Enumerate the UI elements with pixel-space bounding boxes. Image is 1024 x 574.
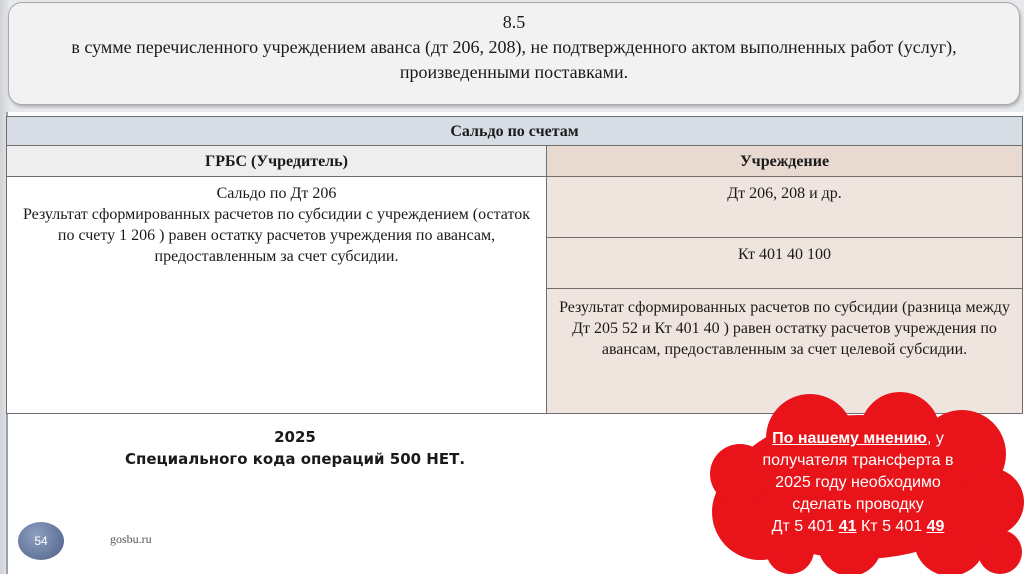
section-number: 8.5 [502, 12, 526, 32]
grbs-result-text: Результат сформированных расчетов по субсидии с учреждением (остаток по счету 1 206 ) равен остатку расчетов учреждения по авансам, предоставленным за счет субсидии. [22, 206, 531, 265]
grbs-saldo-line: Сальдо по Дт 206 [216, 185, 337, 202]
section-title: в сумме перечисленного учреждением аванса (дт 206, 208), не подтвержденного актом выполненных работ (услуг), произведенными поставками. [71, 37, 957, 82]
opinion-lead: По нашему мнению [772, 430, 927, 447]
entry-prefix: Дт 5 401 [771, 518, 839, 535]
opinion-body: , у получателя трансферта в 2025 году необходимо сделать проводку [762, 430, 954, 513]
page-number-badge [18, 522, 64, 560]
saldo-table [6, 116, 1023, 414]
column-header-grbs: ГРБС (Учредитель) [7, 146, 547, 177]
grbs-cell [7, 177, 547, 414]
institution-row-debit: Дт 206, 208 и др. [547, 177, 1023, 238]
table-title: Сальдо по счетам [7, 117, 1023, 146]
institution-row-credit: Кт 401 40 100 [547, 238, 1023, 289]
institution-result-text: Результат сформированных расчетов по субсидии (разница между Дт 205 52 и Кт 401 40 ) равен остатку расчетов учреждения по авансам, предоставленным за счет целевой субсидии. [559, 299, 1010, 358]
header-box [8, 2, 1020, 105]
note-text: Специального кода операций 500 НЕТ. [124, 450, 466, 468]
note-year: 2025 [274, 428, 316, 446]
site-url: gosbu.ru [110, 532, 152, 546]
page-number: 54 [34, 534, 48, 548]
opinion-cloud-text [752, 428, 964, 538]
entry-kt-code: 49 [926, 518, 945, 535]
column-header-institution: Учреждение [547, 146, 1023, 177]
bottom-note [60, 426, 530, 470]
entry-dt-code: 41 [838, 518, 857, 535]
entry-mid: Кт 5 401 [856, 518, 927, 535]
